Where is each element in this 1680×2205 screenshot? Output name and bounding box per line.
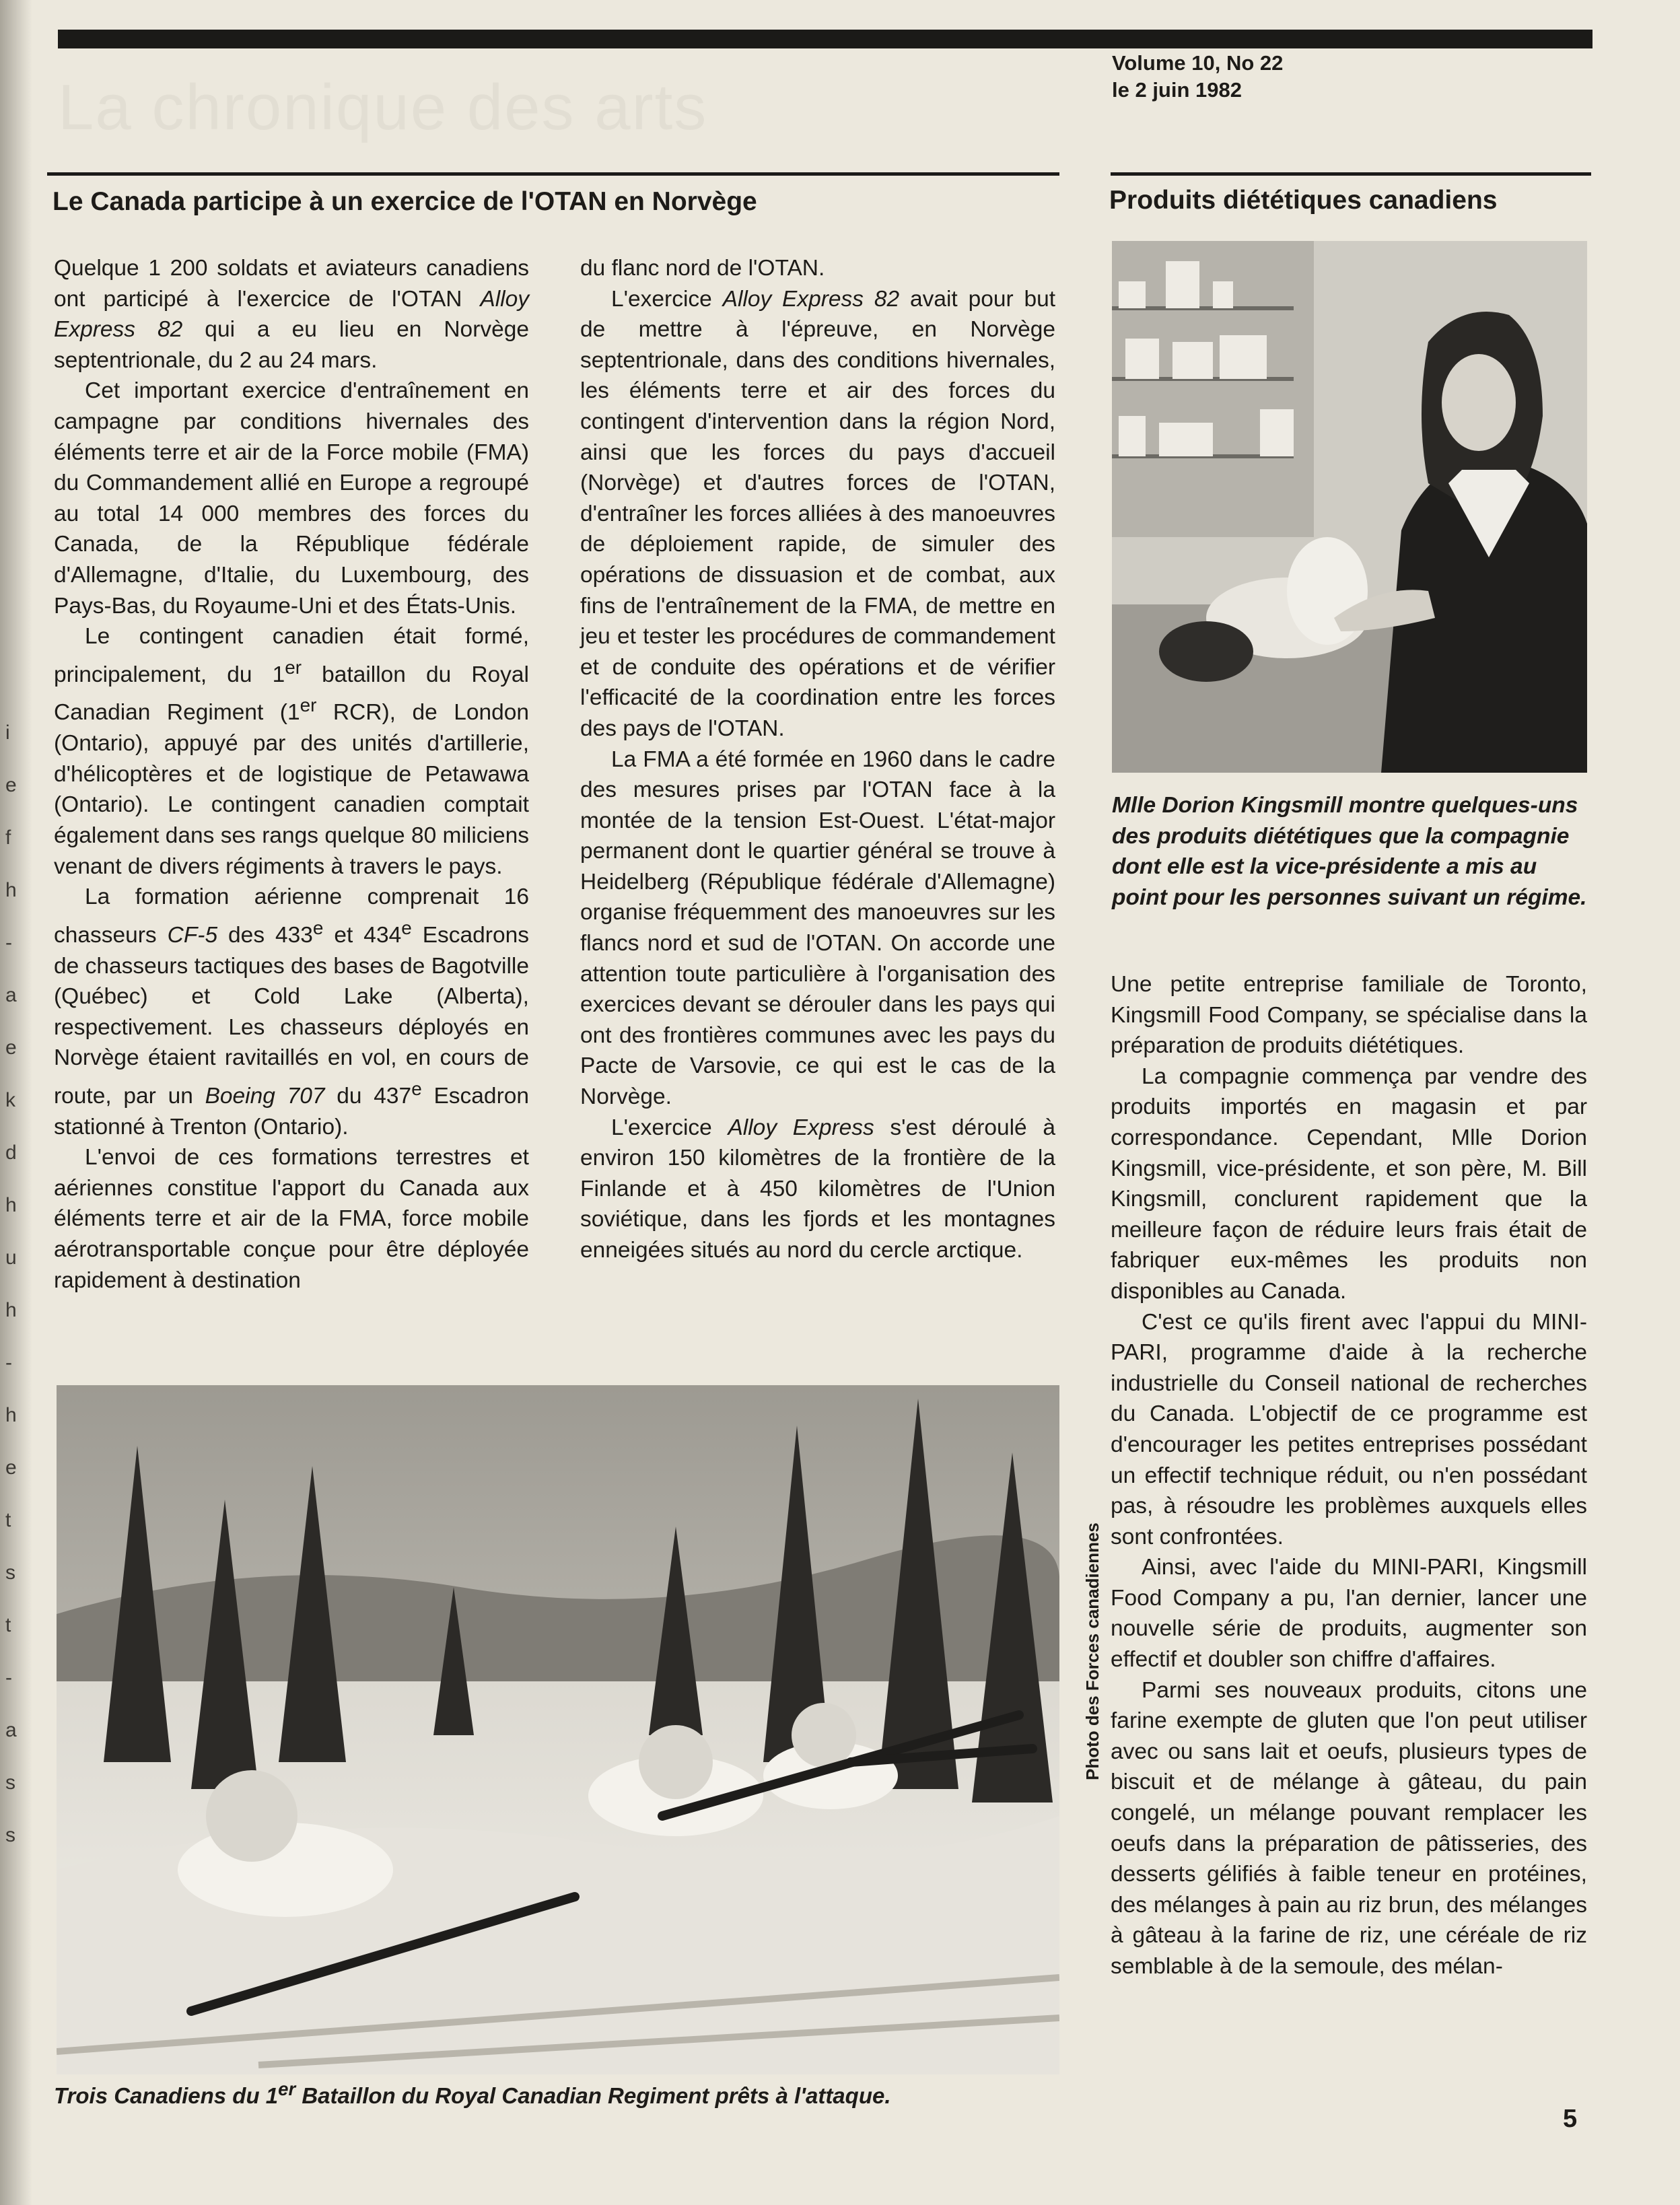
issue-date: le 2 juin 1982 (1112, 78, 1242, 102)
paragraph: La formation aérienne comprenait 16 chasseurs CF-5 des 433e et 434e Escadrons de chasseurs tactiques des bases de Bagotville (Québec) et Cold Lake (Alberta), respectivement. Les chasseurs déployés en Norvège étaient ravitaillés en vol, en cours de route, par un Boeing 707 du 437e Escadron stationné à Trenton (Ontario). (54, 884, 529, 1140)
margin-fragment: e (5, 1037, 17, 1059)
margin-fragment: e (5, 774, 17, 796)
headline-produits: Produits diététiques canadiens (1109, 186, 1498, 215)
margin-fragment: d (5, 1142, 17, 1164)
produits-column (1111, 969, 1587, 1982)
caption-kingsmill: Mlle Dorion Kingsmill montre quelques-uns des produits diététiques que la compagnie dont elle est la vice-présidente a mis au point pour les personnes suivant un régime. (1112, 793, 1587, 910)
paragraph: La compagnie commença par vendre des produits importés en magasin et par correspondance. Cependant, Mlle Dorion Kingsmill, vice-présidente, et son père, M. Bill Kingsmill, conclurent rapidement que la meilleure façon de réduire leurs frais était de fabriquer eux-mêmes les produits non disponibles au Canada. (1111, 1063, 1587, 1304)
paragraph: Le contingent canadien était formé, principalement, du 1er bataillon du Royal Canadian Regiment (1er RCR), de London (Ontario), appuyé par des unités d'artillerie, d'hélicoptères et de logistique de Petawawa (Ontario). Le contingent canadien comptait également dans ses rangs quelque 80 miliciens venant de divers régiments à travers le pays. (54, 624, 530, 879)
paragraph: L'exercice Alloy Express s'est déroulé à environ 150 kilomètres de la frontière de la Finlande et à 450 kilomètres de l'Union soviétique, dans les fjords et les montagnes enneigées situés au nord du cercle arctique. (580, 1115, 1055, 1263)
paragraph: Parmi ses nouveaux produits, citons une farine exempte de gluten que l'on peut utiliser avec ou sans lait et oeufs, plusieurs types de biscuit et de mélange à gâteau, du pain congelé, un mélange pouvant remplacer les oeufs dans la préparation de pâtisseries, des desserts gélifiés à faible teneur en protéines, des mélanges à pain au riz brun, des mélanges à gâteau à la farine de riz, une céréale de riz semblable à de la semoule, des mélan- (1111, 1677, 1587, 1979)
paragraph: du flanc nord de l'OTAN. (580, 256, 825, 281)
show-through-header: La chronique des arts (58, 71, 708, 143)
paragraph: L'exercice Alloy Express 82 avait pour but de mettre à l'épreuve, en Norvège septentrionale, dans des conditions hivernales, les éléments terre et air des forces du contingent d'intervention dans la région Nord, ainsi que les forces du pays d'accueil (Norvège) et d'autres forces de l'OTAN, d'entraîner les forces alliées à des manoeuvres de déploiement rapide, de simuler des opérations de dissuasion et de combat, aux fins de l'entraînement de la FMA, de mettre en jeu et tester les procédures de commandement et de conduite des opérations et de vérifier l'efficacité de la coordination entre les forces des pays de l'OTAN. (580, 286, 1056, 741)
page-number: 5 (1563, 2105, 1578, 2133)
margin-fragment: e (5, 1457, 17, 1479)
margin-fragment: a (5, 1719, 17, 1741)
margin-fragment: t (5, 1614, 11, 1636)
margin-fragment: a (5, 984, 17, 1006)
margin-fragment: h (5, 879, 17, 901)
caption-soldiers: Trois Canadiens du 1er Bataillon du Royal Canadian Regiment prêts à l'attaque. (54, 2078, 891, 2108)
margin-fragment: h (5, 1299, 17, 1321)
article-rule-produits (1111, 172, 1591, 176)
headline-otan: Le Canada participe à un exercice de l'OTAN en Norvège (53, 187, 757, 216)
margin-fragments (5, 707, 26, 1862)
photo-dorion-kingsmill (1112, 241, 1587, 773)
otan-column-2 (580, 253, 1055, 1266)
paragraph: Cet important exercice d'entraînement en campagne par conditions hivernales des éléments terre et air de la Force mobile (FMA) du Commandement allié en Europe a regroupé au total 14 000 membres des forces du Canada, de la République fédérale d'Allemagne, d'Italie, du Luxembourg, des Pays-Bas, du Royaume-Uni et des États-Unis. (54, 378, 529, 619)
margin-fragment: s (5, 1772, 15, 1794)
article-rule-otan (47, 172, 1059, 176)
volume-number: Volume 10, No 22 (1112, 51, 1284, 75)
margin-fragment: - (5, 1667, 12, 1689)
photo-credit: Photo des Forces canadiennes (1082, 1523, 1102, 1780)
margin-fragment: u (5, 1247, 17, 1269)
paragraph: La FMA a été formée en 1960 dans le cadre des mesures prises par l'OTAN face à la montée de la tension Est-Ouest. L'état-major permanent dont le quartier général se trouve à Heidelberg (République fédérale d'Allemagne) organise fréquemment des manoeuvres sur les flancs nord et sud de l'OTAN. On accorde une attention toute particulière à l'organisation des exercices devant se dérouler dans les pays qui ont des frontières communes avec les pays du Pacte de Varsovie, ce qui est le cas de la Norvège. (580, 746, 1055, 1110)
margin-fragment: - (5, 1352, 12, 1374)
margin-fragment: h (5, 1404, 17, 1426)
margin-fragment: s (5, 1824, 15, 1846)
margin-fragment: h (5, 1194, 17, 1216)
margin-fragment: - (5, 932, 12, 954)
margin-fragment: i (5, 722, 10, 744)
margin-fragment: s (5, 1562, 15, 1584)
otan-column-1 (54, 253, 529, 1296)
margin-fragment: k (5, 1089, 15, 1111)
top-rule (58, 30, 1593, 48)
paragraph: Quelque 1 200 soldats et aviateurs canadiens ont participé à l'exercice de l'OTAN Alloy Express 82 qui a eu lieu en Norvège septentrionale, du 2 au 24 mars. (54, 256, 529, 373)
paragraph: Une petite entreprise familiale de Toronto, Kingsmill Food Company, se spécialise dans la préparation de produits diététiques. (1111, 972, 1587, 1059)
photo-soldiers-in-snow (57, 1385, 1059, 2074)
margin-fragment: f (5, 827, 11, 849)
issue-info (1112, 50, 1283, 104)
paragraph: C'est ce qu'ils firent avec l'appui du MINI-PARI, programme d'aide à la recherche industrielle du Conseil national de recherches du Canada. L'objectif de ce programme est d'encourager les petites entreprises possédant un effectif technique réduit, ou n'en possédant pas, à résoudre les problèmes auxquels elles sont confrontées. (1111, 1309, 1587, 1549)
paragraph: Ainsi, avec l'aide du MINI-PARI, Kingsmill Food Company a pu, l'an dernier, lancer une nouvelle série de produits, augmenter son effectif et doubler son chiffre d'affaires. (1111, 1555, 1587, 1673)
paragraph: L'envoi de ces formations terrestres et aériennes constitue l'apport du Canada aux éléments terre et air de la FMA, force mobile aérotransportable conçue pour être déployée rapidement à destination (54, 1145, 529, 1293)
margin-fragment: t (5, 1509, 11, 1531)
